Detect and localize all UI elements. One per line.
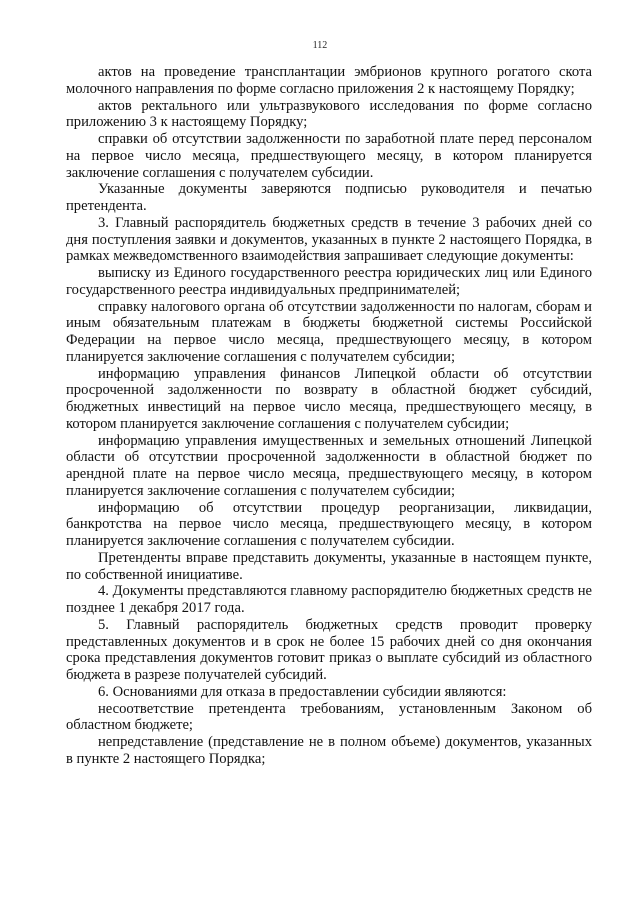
paragraph-2: актов ректального или ультразвукового исследования по форме согласно приложению 3 к настоящему Порядку;: [66, 97, 592, 131]
paragraph-8: информацию управления финансов Липецкой области об отсутствии просроченной задолженности по возврату в областной бюджет субсидий, бюджетных инвестиций на первое число месяца, предшествующего месяцу, в котором планируется заключение соглашения с получателем субсидии;: [66, 365, 592, 432]
paragraph-15: несоответствие претендента требованиям, установленным Законом об областном бюджете;: [66, 700, 592, 734]
paragraph-5: 3. Главный распорядитель бюджетных средств в течение 3 рабочих дней со дня поступления заявки и документов, указанных в пункте 2 настоящего Порядка, в рамках межведомственного взаимодействия запрашивает следующие документы:: [66, 214, 592, 265]
paragraph-3: справки об отсутствии задолженности по заработной плате перед персоналом на первое число месяца, предшествующего месяцу, в котором планируется заключение соглашения с получателем субсидии.: [66, 131, 592, 181]
paragraph-9: информацию управления имущественных и земельных отношений Липецкой области об отсутствии просроченной задолженности в областной бюджет по арендной плате на первое число месяца, предшествующего месяцу, в котором планируется заключение соглашения с получателем субсидии;: [66, 432, 592, 499]
paragraph-6: выписку из Единого государственного реестра юридических лиц или Единого государственного реестра индивидуальных предпринимателей;: [66, 265, 592, 298]
page-number: 112: [312, 40, 328, 51]
document-body: [66, 64, 592, 768]
paragraph-4: Указанные документы заверяются подписью руководителя и печатью претендента.: [66, 181, 592, 214]
paragraph-11: Претенденты вправе представить документы, указанные в настоящем пункте, по собственной инициативе.: [66, 549, 592, 583]
paragraph-14: 6. Основаниями для отказа в предоставлении субсидии являются:: [98, 683, 507, 700]
paragraph-10: информацию об отсутствии процедур реорганизации, ликвидации, банкротства на первое число месяца, предшествующего месяцу, в котором планируется заключение соглашения с получателем субсидии.: [66, 499, 592, 549]
paragraph-12: 4. Документы представляются главному распорядителю бюджетных средств не позднее 1 декабря 2017 года.: [66, 583, 592, 616]
paragraph-1: актов на проведение трансплантации эмбрионов крупного рогатого скота молочного направления по форме согласно приложения 2 к настоящему Порядку;: [66, 64, 592, 97]
paragraph-13: 5. Главный распорядитель бюджетных средств проводит проверку представленных документов и в срок не более 15 рабочих дней со дня окончания срока представления документов готовит приказ о выплате субсидий из областного бюджета в разрезе получателей субсидий.: [66, 616, 592, 683]
paragraph-7: справку налогового органа об отсутствии задолженности по налогам, сборам и иным обязательным платежам в бюджеты бюджетной системы Российской Федерации на первое число месяца, предшествующего месяцу, в котором планируется заключение соглашения с получателем субсидии;: [66, 298, 592, 365]
paragraph-16: непредставление (представление не в полном объеме) документов, указанных в пункте 2 настоящего Порядка;: [66, 734, 592, 767]
